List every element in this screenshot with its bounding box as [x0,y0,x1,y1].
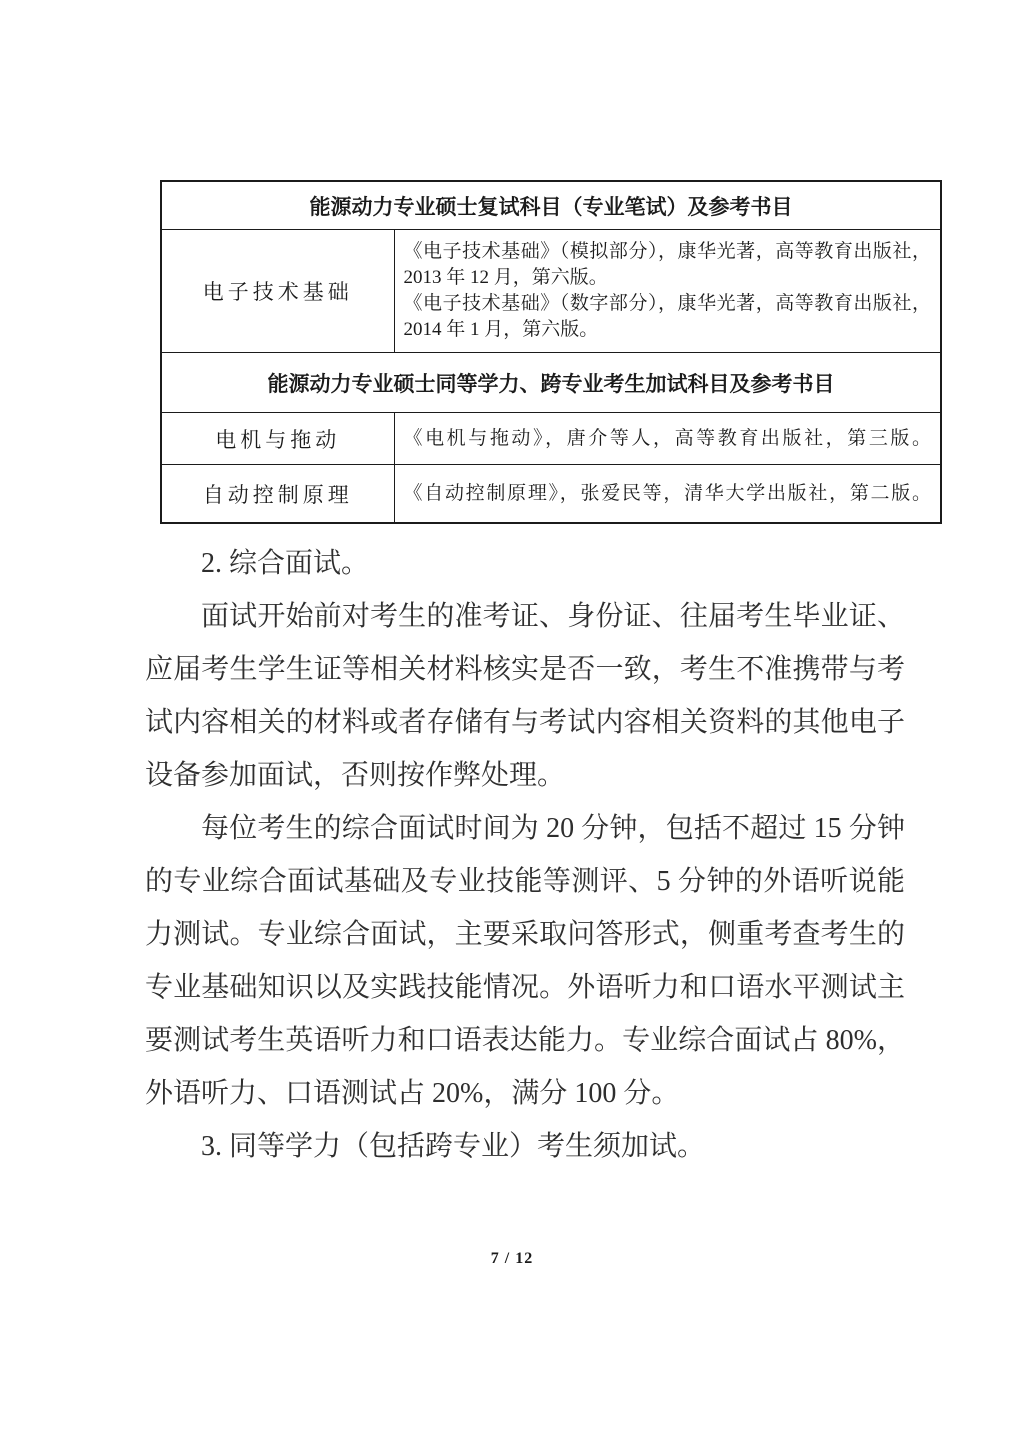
body-line: 外语听力、口语测试占 20%，满分 100 分。 [145,1078,680,1109]
body-line: 的专业综合面试基础及专业技能等测评、5 分钟的外语听说能 [145,866,905,897]
body-line: 试内容相关的材料或者存储有与考试内容相关资料的其他电子 [145,707,905,738]
reference-book-table [160,180,942,524]
body-line: 2. 综合面试。 [201,548,370,579]
body-line: 设备参加面试，否则按作弊处理。 [145,760,566,791]
table-row [161,230,941,353]
section1-header: 能源动力专业硕士复试科目（专业笔试）及参考书目 [161,181,941,230]
body-line: 要测试考生英语听力和口语表达能力。专业综合面试占 80%， [145,1025,905,1056]
body-line: 力测试。专业综合面试，主要采取问答形式，侧重考查考生的 [145,919,905,950]
book-reference: 《自动控制原理》，张爱民等，清华大学出版社，第二版。 [403,482,931,504]
table-row [161,353,941,413]
subject-cell: 自动控制原理 [161,465,394,524]
section2-header: 能源动力专业硕士同等学力、跨专业考生加试科目及参考书目 [161,353,941,413]
body-line: 应届考生学生证等相关材料核实是否一致，考生不准携带与考 [145,654,905,685]
body-line: 面试开始前对考生的准考证、身份证、往届考生毕业证、 [201,601,905,632]
page-number: 7 / 12 [490,1250,534,1267]
book-reference: 《电机与拖动》，唐介等人，高等教育出版社，第三版。 [403,427,931,449]
references-cell [394,465,941,524]
body-text [145,537,905,1173]
book-reference: 《电子技术基础》（模拟部分），康华光著，高等教育出版社，2013 年 12 月，第六版。 [403,241,931,288]
table-row [161,413,941,465]
subject-cell: 电子技术基础 [161,230,394,353]
book-reference: 《电子技术基础》（数字部分），康华光著，高等教育出版社，2014 年 1 月，第六版。 [403,293,931,340]
body-line: 3. 同等学力（包括跨专业）考生须加试。 [201,1131,706,1162]
table-row [161,465,941,524]
references-cell [394,230,941,353]
body-line: 专业基础知识以及实践技能情况。外语听力和口语水平测试主 [145,972,905,1003]
references-cell [394,413,941,465]
subject-cell: 电机与拖动 [161,413,394,465]
table-row [161,181,941,230]
page-footer [0,1250,1024,1268]
body-line: 每位考生的综合面试时间为 20 分钟，包括不超过 15 分钟 [201,813,905,844]
